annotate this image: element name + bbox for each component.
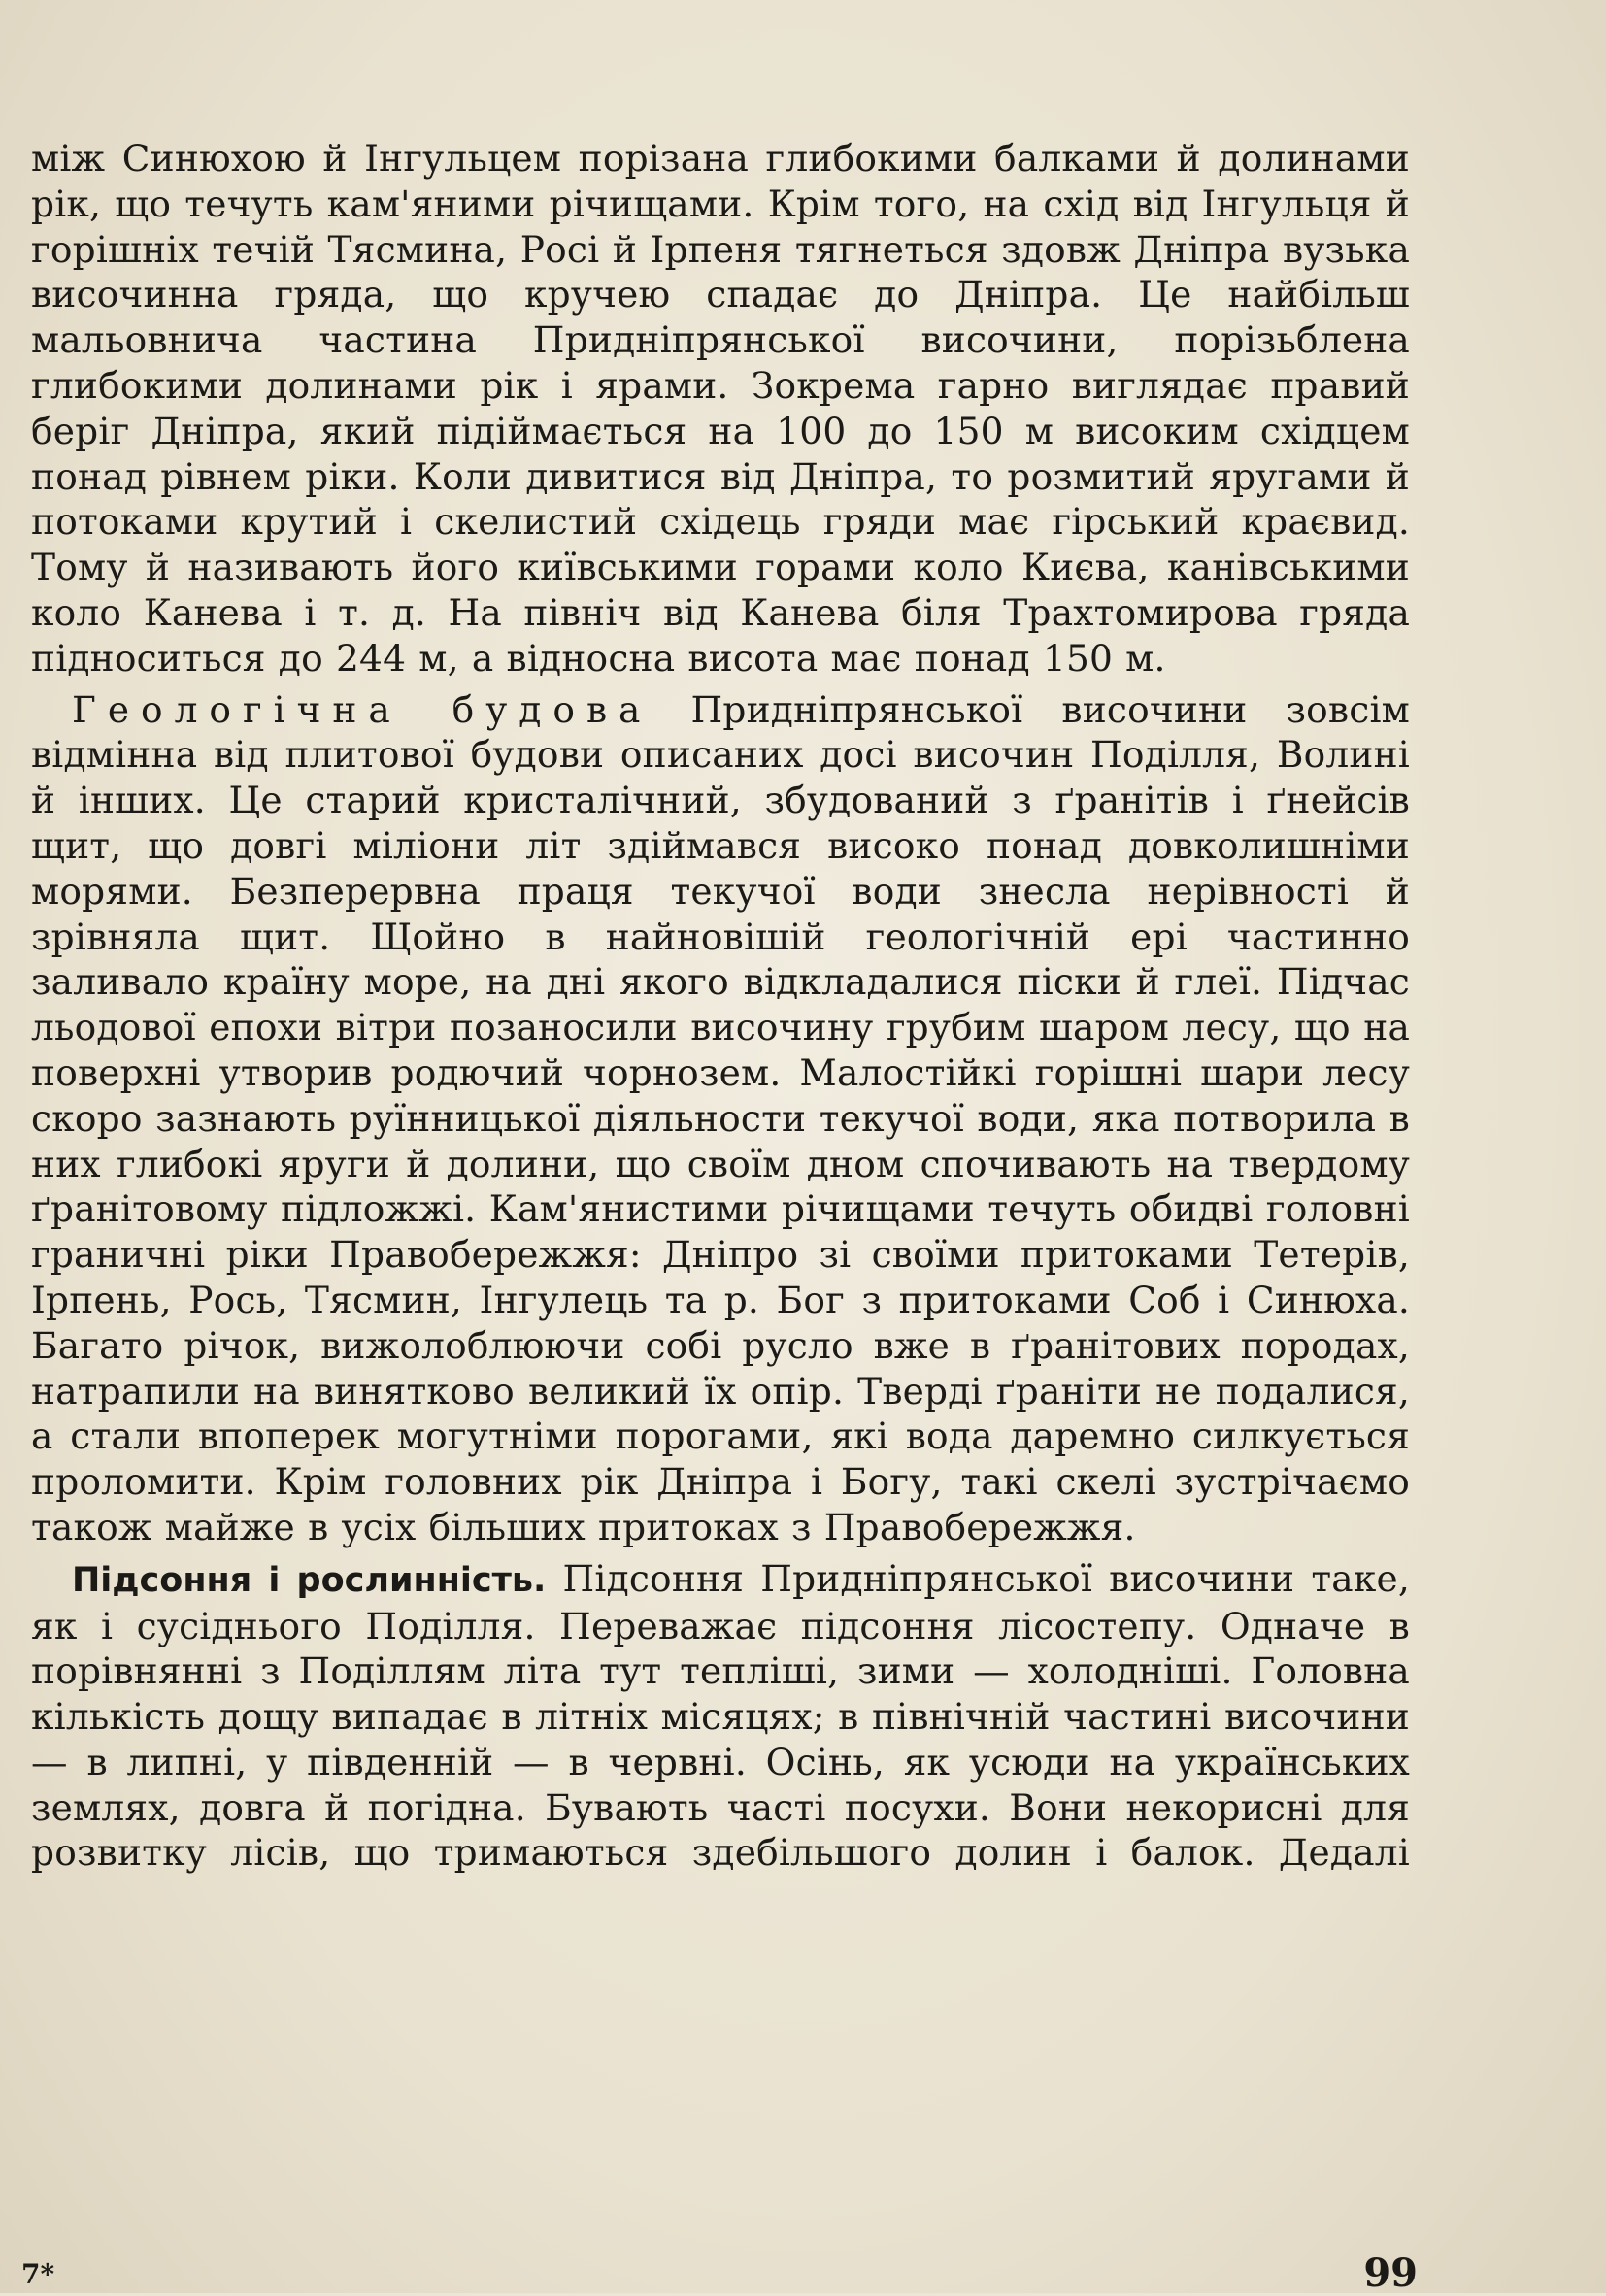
text-column (31, 136, 1410, 1876)
paragraph-dnipro-hills: між Синюхою й Інгульцем порізана глибокими балками й долинами рік, що течуть кам'яними річищами. Крім того, на схід від Інгульця й горішніх течій Тясмина, Росі й Ірпеня тягнеться здовж Дніпра вузька височинна гряда, що кручею спадає до Дніпра. Це найбільш мальовнича частина Придніпрянської височини, порізьблена глибокими долинами рік і ярами. Зокрема гарно виглядає правий беріг Дніпра, який підіймається на 100 до 150 м високим східцем понад рівнем ріки. Коли дивитися від Дніпра, то розмитий яругами й потоками крутий і скелистий східець гряди має гірський краєвид. Тому й називають його київськими горами коло Києва, канівськими коло Канева і т. д. На північ від Канева біля Трахтомирова гряда підноситься до 244 м, а відносна висота має понад 150 м. (31, 137, 1410, 680)
climate-body: Підсоння Придніпрянської височини таке, як і сусіднього Поділля. Переважає підсоння лісостепу. Одначе в порівнянні з Поділлям літа тут тепліші, зими — холодніші. Головна кількість дощу випадає в літніх місяцях; в північній частині височини — в липні, у південній — в червні. Осінь, як усюди на українських землях, довга й погідна. Бувають часті посухи. Вони некорисні для розвитку лісів, що тримаються здебільшого долин і балок. Дедалі (31, 1556, 1410, 1875)
section-heading-climate: Підсоння і рослинність. (72, 1560, 547, 1600)
geology-body: Придніпрянської височини зовсім відмінна від плитової будови описаних досі височин Поділля, Волині й інших. Це старий кристалічний, збудований з ґранітів і ґнейсів щит, що довгі міліони літ здіймався високо понад довколишніми морями. Безперервна праця текучої води знесла нерівності й зрівняла щит. Щойно в найновішій геологічній ері частинно заливало країну море, на дні якого відкладалися піски й глеї. Підчас льодової епохи вітри позаносили височину грубим шаром лесу, що на поверхні утворив родючий чорнозем. Малостійкі горішні шари лесу скоро зазнають руїнницької діяльности текучої води, яка потворила в них глибокі яруги й долини, що своїм дном спочивають на твердому ґранітовому підложжі. Кам'янистими річищами течуть обидві головні граничні ріки Правобережжя: Дніпро зі своїми притоками Тетерів, Ірпень, Рось, Тясмин, Інгулець та р. Бог з притоками Соб і Синюха. Багато річок, вижолоблюючи собі русло вже в ґранітових породах, натрапили на винятково великий їх опір. Тверді ґраніти не подалися, а стали впоперек могутніми порогами, які вода даремно силкується проломити. Крім головних рік Дніпра і Богу, такі скелі зустрічаємо також майже в усіх більших притоках з Правобережжя. (31, 687, 1411, 1548)
geology-lead-spaced: Геологічна будова (72, 687, 652, 731)
printer-signature-mark: 7* (21, 2258, 55, 2290)
page-number: 99 (1363, 2250, 1418, 2296)
paragraph-geology (31, 687, 1410, 1550)
paragraph-climate-vegetation (31, 1556, 1410, 1877)
